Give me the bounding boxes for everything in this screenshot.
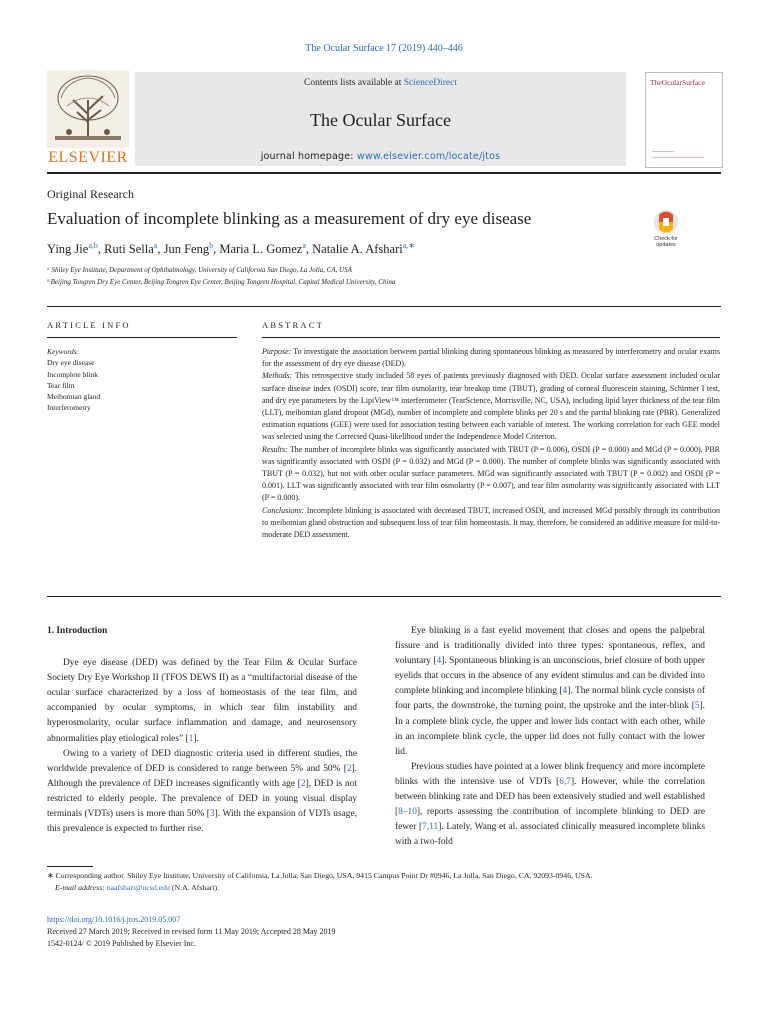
article-info-rule [47,337,237,338]
author-separator: , [157,242,164,257]
check-for-updates-icon [646,209,686,237]
keyword: Dry eye disease [47,358,95,368]
sciencedirect-link[interactable]: ScienceDirect [403,78,457,88]
author-separator: , [97,242,105,257]
keyword: Incomplete blink [47,369,99,379]
check-for-updates-badge[interactable] [646,209,686,257]
abstract-results: Results: The number of incomplete blinks was significantly associated with TBUT (P = 0.006), OSDI (P = 0.000) and MGd (P = 0.000). PBR was significantly associated with OSDI (P = 0.032) and MGd (P = 0.000). The number of complete blinks was significantly associated with TBUT (P = 0.032), but not with other ocular surface parameters. MGd was significantly associated with TBUT (P = 0.002) and OSDI (P = 0.001). LLT was significantly associated with tear film osmolarity (P = 0.007), and tear film osmolarity was significantly associated with LLT (P = 0.000). [262,444,720,503]
journal-header [47,70,721,168]
author-affiliation-marker[interactable]: a,b [88,241,98,250]
citation-link[interactable]: 3 [209,809,215,820]
author-separator: , [305,242,313,257]
article-meta [47,914,721,951]
keywords-label: Keywords: [47,347,80,356]
keyword: Interferometry [47,403,91,413]
author-name[interactable]: Maria L. Gomez [219,242,303,257]
journal-reference[interactable]: The Ocular Surface 17 (2019) 440–446 [305,43,463,54]
affiliation-b: ᵇ Beijing Tongren Dry Eye Center, Beijing Tongren Eye Center, Beijing Tongren Hospital, Capital Medical University, China [47,278,396,286]
journal-homepage-link[interactable]: www.elsevier.com/locate/jtos [356,151,501,162]
header-rule [47,172,721,174]
citation-link[interactable]: 2 [346,763,352,774]
body-paragraph: Dye eye disease (DED) was defined by the Tear Film & Ocular Surface Society Dry Eye Workshop II (TFOS DEWS II) as a “multifactorial disease of the ocular surface characterized by a loss of homeostasis of the tear film, and accompanied by ocular symptoms, in which tear film instability and hyperosmolarity, ocular surface inflammation and damage, and neurosensory abnormalities play etiological roles” [1]. [47,658,357,744]
citation-link[interactable]: 1 [188,733,194,744]
email-line: E-mail address: naafshari@ucsd.edu (N.A. Afshari). [55,883,220,893]
body-paragraph: Owing to a variety of DED diagnostic criteria used in different studies, the worldwide prevalence of DED is considered to range between 5% and 50% [2]. Although the prevalence of DED increases significantly with age [2], DED is not restricted to elderly people. The prevalence of DED in young visual display terminals (VDTs) users is more than 50% [3]. With the expansion of VDTs usage, this prevalence is expected to further rise. [47,748,358,835]
author-affiliation-marker[interactable]: a [153,241,158,250]
citation-link[interactable]: 7,11 [422,822,439,833]
journal-masthead [135,72,626,166]
check-updates-label: Check for updates [654,236,678,248]
citation-link[interactable]: 5 [694,701,700,712]
cover-line [652,157,704,158]
abstract-text [262,346,720,541]
doi-link[interactable]: https://doi.org/10.1016/j.jtos.2019.05.007 [47,915,181,924]
journal-homepage-line: journal homepage: www.elsevier.com/locate/jtos [260,151,501,162]
body-paragraph: Eye blinking is a fast eyelid movement that closes and opens the palpebral fissure and is traditionally divided into three types: spontaneous, reflex, and voluntary [4]. Spontaneous blinking is an unconscious, brief closure of both upper eyelids that occurs in the absence of any evident stimulus and can be divided into complete blinking and incomplete blinking [4]. The normal blink cycle consists of four parts, the downstroke, the turning point, the upstroke and the inter-blink [5]. In a complete blink cycle, the upper and lower lids contact with each other, while in an incomplete blink cycle, the upper lid does not fully contact with the lower lid. [395,626,705,757]
copyright-line: 1542-0124/ © 2019 Published by Elsevier Inc. [47,939,196,949]
email-link[interactable]: naafshari@ucsd.edu [106,883,170,893]
author-affiliation-marker[interactable]: a [302,241,306,250]
section-heading: 1. Introduction [47,626,108,636]
author-name[interactable]: Natalie A. Afshari [312,242,403,257]
keyword: Tear film [47,380,75,390]
keyword: Meibomian gland [47,392,101,402]
journal-title: The Ocular Surface [310,110,451,130]
footnote [47,870,721,894]
journal-cover-thumbnail[interactable] [645,72,723,168]
body-paragraph: Previous studies have pointed at a lower blink frequency and more incomplete blinks with the intensive use of VDTs [6,7]. However, while the correlation between blinking rate and DED has been extensively studied and well established [8–10], reports assessing the contribution of incomplete blinking to DED are fewer [7,11]. Lately, Wang et al. associated clinically measured incomplete blinks with a two-fold [395,761,705,848]
citation-link[interactable]: 8–10 [398,807,417,818]
abstract-methods: Methods: This retrospective study included 58 eyes of patients previously diagnosed with DED. Ocular surface assessment included ocular surface disease index (OSDI) score, tear film osmolarity, tear breakup time (TBUT), grading of corneal fluorescein staining, Schirmer I test, and dry eye parameters by the LipiView™ interferometer (TearScience, Morrisville, NC, USA), including lipid layer thickness of the tear film (LLT), meibomian gland dropout (MGd), number of incomplete and complete blinks per 20 s and the partial blinking rate (PBR). Generalized estimation equations (GEE) were used for association testing between each variable of interest. The working correlation for each GEE model was selected using the Corrected Quasi-likelihood under the Independence Model Criterion. [262,371,720,442]
section-rule [47,306,721,307]
abstract-heading: ABSTRACT [262,320,324,330]
author-affiliation-marker[interactable]: a,∗ [402,241,415,250]
author-name[interactable]: Jun Feng [163,242,210,257]
contents-line: Contents lists available at ScienceDirect [303,78,457,88]
abstract-bottom-rule [47,596,721,597]
citation-link[interactable]: 4 [436,656,442,667]
elsevier-wordmark: ELSEVIER [48,149,128,166]
citation-link[interactable]: 2 [300,778,306,789]
author-name[interactable]: Ruti Sella [104,242,154,257]
elsevier-tree-icon [47,70,129,148]
received-dates: Received 27 March 2019; Received in revised form 11 May 2019; Accepted 28 May 2019 [47,927,336,937]
cover-title: TheOcularSurface [650,78,705,87]
body-column-left [47,624,357,837]
author-separator: , [213,242,220,257]
article-type: Original Research [47,187,134,201]
elsevier-logo[interactable] [47,70,129,168]
footnote-rule [47,866,93,867]
author-name[interactable]: Ying Jie [47,242,89,257]
author-list [47,241,415,257]
body-column-right [395,624,705,850]
abstract-conclusions: Conclusions: Incomplete blinking is associated with decreased TBUT, increased OSDI, and increased MGd possibly through its contribution to meibomian gland obstruction and subsequent loss of tear film homeostasis. It may, therefore, be considered an additive measure for mild-to-moderate DED assessment. [262,505,720,540]
keywords-block [47,346,237,414]
article-title: Evaluation of incomplete blinking as a measurement of dry eye disease [47,209,532,228]
cover-line [652,151,674,152]
article-info-heading: ARTICLE INFO [47,320,131,330]
author-affiliation-marker[interactable]: b [209,241,214,250]
abstract-rule [262,337,720,338]
affiliation-a: ᵃ Shiley Eye Institute, Department of Ophthalmology, University of California San Diego, La Jolla, CA, USA [47,266,352,274]
citation-link[interactable]: 6,7 [559,776,571,787]
corresponding-author-note: ∗ Corresponding author. Shiley Eye Institute, University of California, La Jolla, San Diego, USA, 9415 Campus Point Dr #0946, La Jolla, San Diego, CA, 92093-0946, USA. [47,871,593,880]
abstract-purpose: Purpose: To investigate the association between partial blinking during spontaneous blinking as measured by interferometry and ocular exams for the assessment of dry eye disease (DED). [262,347,720,369]
citation-link[interactable]: 4 [562,686,568,697]
